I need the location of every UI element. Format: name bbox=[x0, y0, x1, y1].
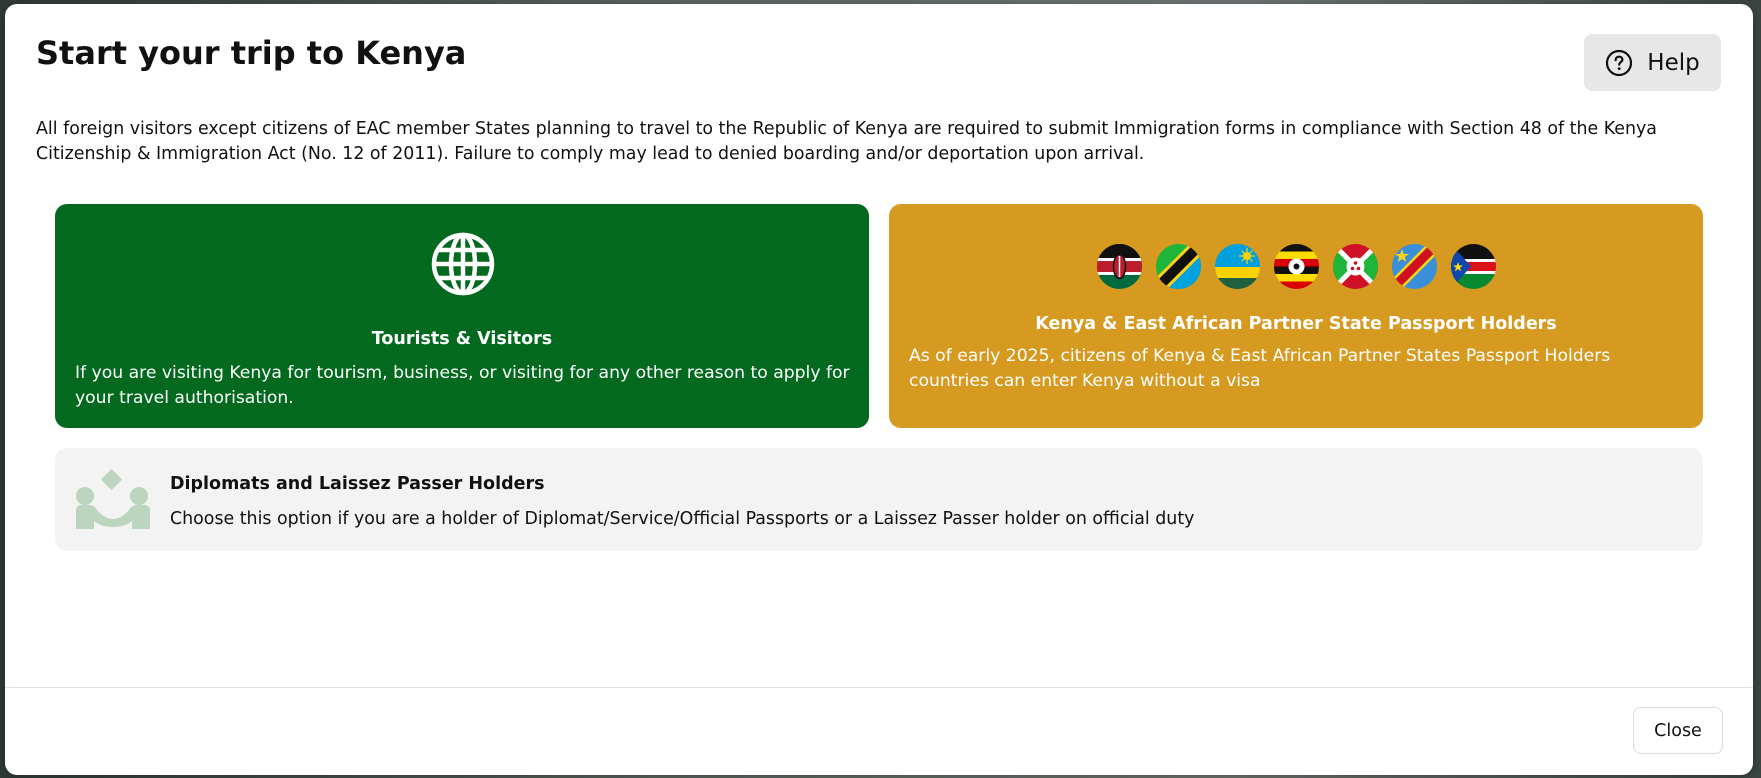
tanzania-flag-icon bbox=[1156, 244, 1201, 289]
help-button[interactable] bbox=[1584, 34, 1721, 91]
eac-passport-holders-description: As of early 2025, citizens of Kenya & East African Partner States Passport Holders countries can enter Kenya without a visa bbox=[909, 346, 1611, 391]
uganda-flag-icon bbox=[1274, 244, 1319, 289]
help-circle-icon bbox=[1605, 49, 1633, 77]
intro-text: All foreign visitors except citizens of EAC member States planning to travel to the Republic of Kenya are required to submit Immigration forms in compliance with Section 48 of the Kenya Citizenship & Immigration Act (No. 12 of 2011). Failure to comply may lead to denied boarding and/or deportation upon arrival. bbox=[36, 119, 1657, 164]
diplomats-title: Diplomats and Laissez Passer Holders bbox=[170, 474, 545, 494]
tourists-visitors-title: Tourists & Visitors bbox=[371, 329, 553, 349]
rwanda-flag-icon bbox=[1215, 244, 1260, 289]
eac-passport-holders-option[interactable] bbox=[889, 204, 1703, 428]
modal-title: Start your trip to Kenya bbox=[36, 34, 467, 72]
tourists-visitors-description: If you are visiting Kenya for tourism, business, or visiting for any other reason to apply for your travel authorisation. bbox=[75, 363, 850, 408]
eac-flags-row bbox=[889, 244, 1703, 289]
trip-start-modal bbox=[5, 4, 1753, 775]
diplomats-laissez-passer-option[interactable] bbox=[55, 448, 1703, 551]
south-sudan-flag-icon bbox=[1451, 244, 1496, 289]
dr-congo-flag-icon bbox=[1392, 244, 1437, 289]
help-button-label: Help bbox=[1647, 49, 1700, 76]
eac-passport-holders-title: Kenya & East African Partner State Passport Holders bbox=[1035, 314, 1557, 334]
kenya-flag-icon bbox=[1097, 244, 1142, 289]
close-button[interactable]: Close bbox=[1633, 707, 1723, 754]
burundi-flag-icon bbox=[1333, 244, 1378, 289]
diplomats-description: Choose this option if you are a holder of Diplomat/Service/Official Passports or a Laissez Passer holder on official duty bbox=[170, 509, 1195, 529]
diplomats-handshake-icon bbox=[75, 469, 151, 531]
tourists-visitors-option[interactable] bbox=[55, 204, 869, 428]
globe-icon bbox=[430, 231, 496, 297]
footer-divider bbox=[5, 687, 1753, 688]
